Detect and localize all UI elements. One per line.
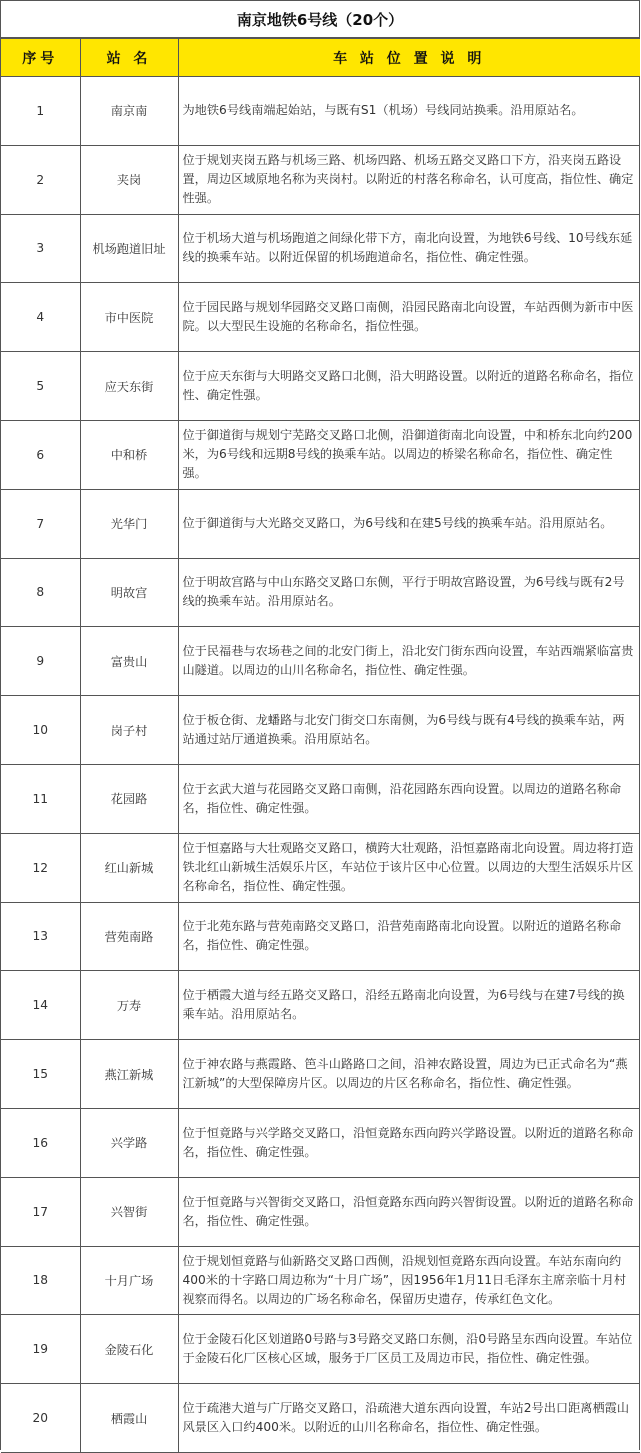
table-row [1, 627, 640, 696]
station-name: 万寿 [80, 971, 178, 1040]
station-number: 7 [1, 489, 80, 558]
table-row [1, 1384, 640, 1453]
station-number: 2 [1, 145, 80, 214]
station-name: 应天东街 [80, 352, 178, 421]
header-desc: 车 站 位 置 说 明 [178, 39, 640, 77]
station-description: 位于御道街与规划宁芜路交叉路口北侧，沿御道街南北向设置，中和桥东北向约200米，为6号线和远期8号线的换乘车站。以周边的桥梁名称命名，指位性、确定性强。 [178, 420, 640, 489]
station-number: 8 [1, 558, 80, 627]
table-body [1, 77, 640, 1453]
station-description: 位于规划夹岗五路与机场三路、机场四路、机场五路交叉路口下方，沿夹岗五路设置，周边区域原地名称为夹岗村。以附近的村落名称命名，认可度高，指位性、确定性强。 [178, 145, 640, 214]
station-description: 位于金陵石化区划道路0号路与3号路交叉路口东侧，沿0号路呈东西向设置。车站位于金陵石化厂区核心区域，服务于厂区员工及周边市民，指位性、确定性强。 [178, 1315, 640, 1384]
station-description: 位于规划恒竟路与仙新路交叉路口西侧，沿规划恒竟路东西向设置。车站东南向约400米的十字路口周边称为“十月广场”，因1956年1月11日毛泽东主席亲临十月村视察而得名。以周边的广场名称命名，保留历史遗存，传承红色文化。 [178, 1246, 640, 1315]
header-row [1, 39, 640, 77]
station-name: 花园路 [80, 764, 178, 833]
station-table [1, 38, 640, 1453]
station-name: 富贵山 [80, 627, 178, 696]
station-description: 位于民福巷与农场巷之间的北安门街上，沿北安门街东西向设置，车站西端紧临富贵山隧道。以周边的山川名称命名，指位性、确定性强。 [178, 627, 640, 696]
station-number: 14 [1, 971, 80, 1040]
station-name: 营苑南路 [80, 902, 178, 971]
table-row [1, 420, 640, 489]
station-number: 6 [1, 420, 80, 489]
station-name: 市中医院 [80, 283, 178, 352]
table-row [1, 283, 640, 352]
station-name: 岗子村 [80, 696, 178, 765]
table-row [1, 352, 640, 421]
station-name: 金陵石化 [80, 1315, 178, 1384]
station-name: 兴学路 [80, 1108, 178, 1177]
station-number: 18 [1, 1246, 80, 1315]
table-row [1, 1108, 640, 1177]
station-name: 兴智街 [80, 1177, 178, 1246]
table-row [1, 1040, 640, 1109]
station-description: 位于御道街与大光路交叉路口，为6号线和在建5号线的换乘车站。沿用原站名。 [178, 489, 640, 558]
table-row [1, 77, 640, 146]
table-row [1, 764, 640, 833]
station-description: 位于板仓街、龙蟠路与北安门街交口东南侧，为6号线与既有4号线的换乘车站，两站通过站厅通道换乘。沿用原站名。 [178, 696, 640, 765]
table-row [1, 833, 640, 902]
station-description: 位于玄武大道与花园路交叉路口南侧，沿花园路东西向设置。以周边的道路名称命名，指位性、确定性强。 [178, 764, 640, 833]
station-description: 位于神农路与燕霞路、笆斗山路路口之间，沿神农路设置，周边为已正式命名为“燕江新城”的大型保障房片区。以周边的片区名称命名，指位性、确定性强。 [178, 1040, 640, 1109]
table-row [1, 902, 640, 971]
station-number: 15 [1, 1040, 80, 1109]
station-number: 20 [1, 1384, 80, 1453]
station-description: 位于恒嘉路与大壮观路交叉路口，横跨大壮观路，沿恒嘉路南北向设置。周边将打造铁北红山新城生活娱乐片区，车站位于该片区中心位置。以周边的大型生活娱乐片区名称命名，指位性、确定性强。 [178, 833, 640, 902]
table-row [1, 1315, 640, 1384]
station-number: 9 [1, 627, 80, 696]
station-description: 位于恒竟路与兴学路交叉路口，沿恒竟路东西向跨兴学路设置。以附近的道路名称命名，指位性、确定性强。 [178, 1108, 640, 1177]
station-description: 位于应天东街与大明路交叉路口北侧，沿大明路设置。以附近的道路名称命名，指位性、确定性强。 [178, 352, 640, 421]
station-description: 位于北苑东路与营苑南路交叉路口，沿营苑南路南北向设置。以附近的道路名称命名，指位性、确定性强。 [178, 902, 640, 971]
station-number: 1 [1, 77, 80, 146]
station-description: 位于机场大道与机场跑道之间绿化带下方，南北向设置，为地铁6号线、10号线东延线的换乘车站。以附近保留的机场跑道命名，指位性、确定性强。 [178, 214, 640, 283]
station-number: 16 [1, 1108, 80, 1177]
station-description: 位于栖霞大道与经五路交叉路口，沿经五路南北向设置，为6号线与在建7号线的换乘车站。沿用原站名。 [178, 971, 640, 1040]
station-name: 机场跑道旧址 [80, 214, 178, 283]
station-number: 3 [1, 214, 80, 283]
station-number: 19 [1, 1315, 80, 1384]
table-row [1, 489, 640, 558]
station-description: 位于疏港大道与广厅路交叉路口，沿疏港大道东西向设置，车站2号出口距离栖霞山风景区入口约400米。以附近的山川名称命名，指位性、确定性强。 [178, 1384, 640, 1453]
station-name: 栖霞山 [80, 1384, 178, 1453]
station-description: 位于明故宫路与中山东路交叉路口东侧，平行于明故宫路设置，为6号线与既有2号线的换乘车站。沿用原站名。 [178, 558, 640, 627]
station-number: 13 [1, 902, 80, 971]
station-name: 燕江新城 [80, 1040, 178, 1109]
table-row [1, 1246, 640, 1315]
station-name: 十月广场 [80, 1246, 178, 1315]
station-description: 位于恒竟路与兴智街交叉路口，沿恒竟路东西向跨兴智街设置。以附近的道路名称命名，指位性、确定性强。 [178, 1177, 640, 1246]
station-number: 17 [1, 1177, 80, 1246]
station-number: 12 [1, 833, 80, 902]
station-name: 中和桥 [80, 420, 178, 489]
station-number: 5 [1, 352, 80, 421]
station-number: 10 [1, 696, 80, 765]
header-name: 站 名 [80, 39, 178, 77]
table-row [1, 214, 640, 283]
station-name: 红山新城 [80, 833, 178, 902]
table-row [1, 971, 640, 1040]
station-name: 光华门 [80, 489, 178, 558]
station-name: 夹岗 [80, 145, 178, 214]
table-row [1, 696, 640, 765]
station-number: 11 [1, 764, 80, 833]
table-row [1, 145, 640, 214]
station-name: 明故宫 [80, 558, 178, 627]
table-row [1, 1177, 640, 1246]
station-name: 南京南 [80, 77, 178, 146]
station-description: 为地铁6号线南端起始站，与既有S1（机场）号线同站换乘。沿用原站名。 [178, 77, 640, 146]
station-description: 位于园民路与规划华园路交叉路口南侧，沿园民路南北向设置，车站西侧为新市中医院。以大型民生设施的名称命名，指位性强。 [178, 283, 640, 352]
station-number: 4 [1, 283, 80, 352]
table-row [1, 558, 640, 627]
header-num: 序号 [1, 39, 80, 77]
table-title: 南京地铁6号线（20个） [1, 0, 639, 38]
